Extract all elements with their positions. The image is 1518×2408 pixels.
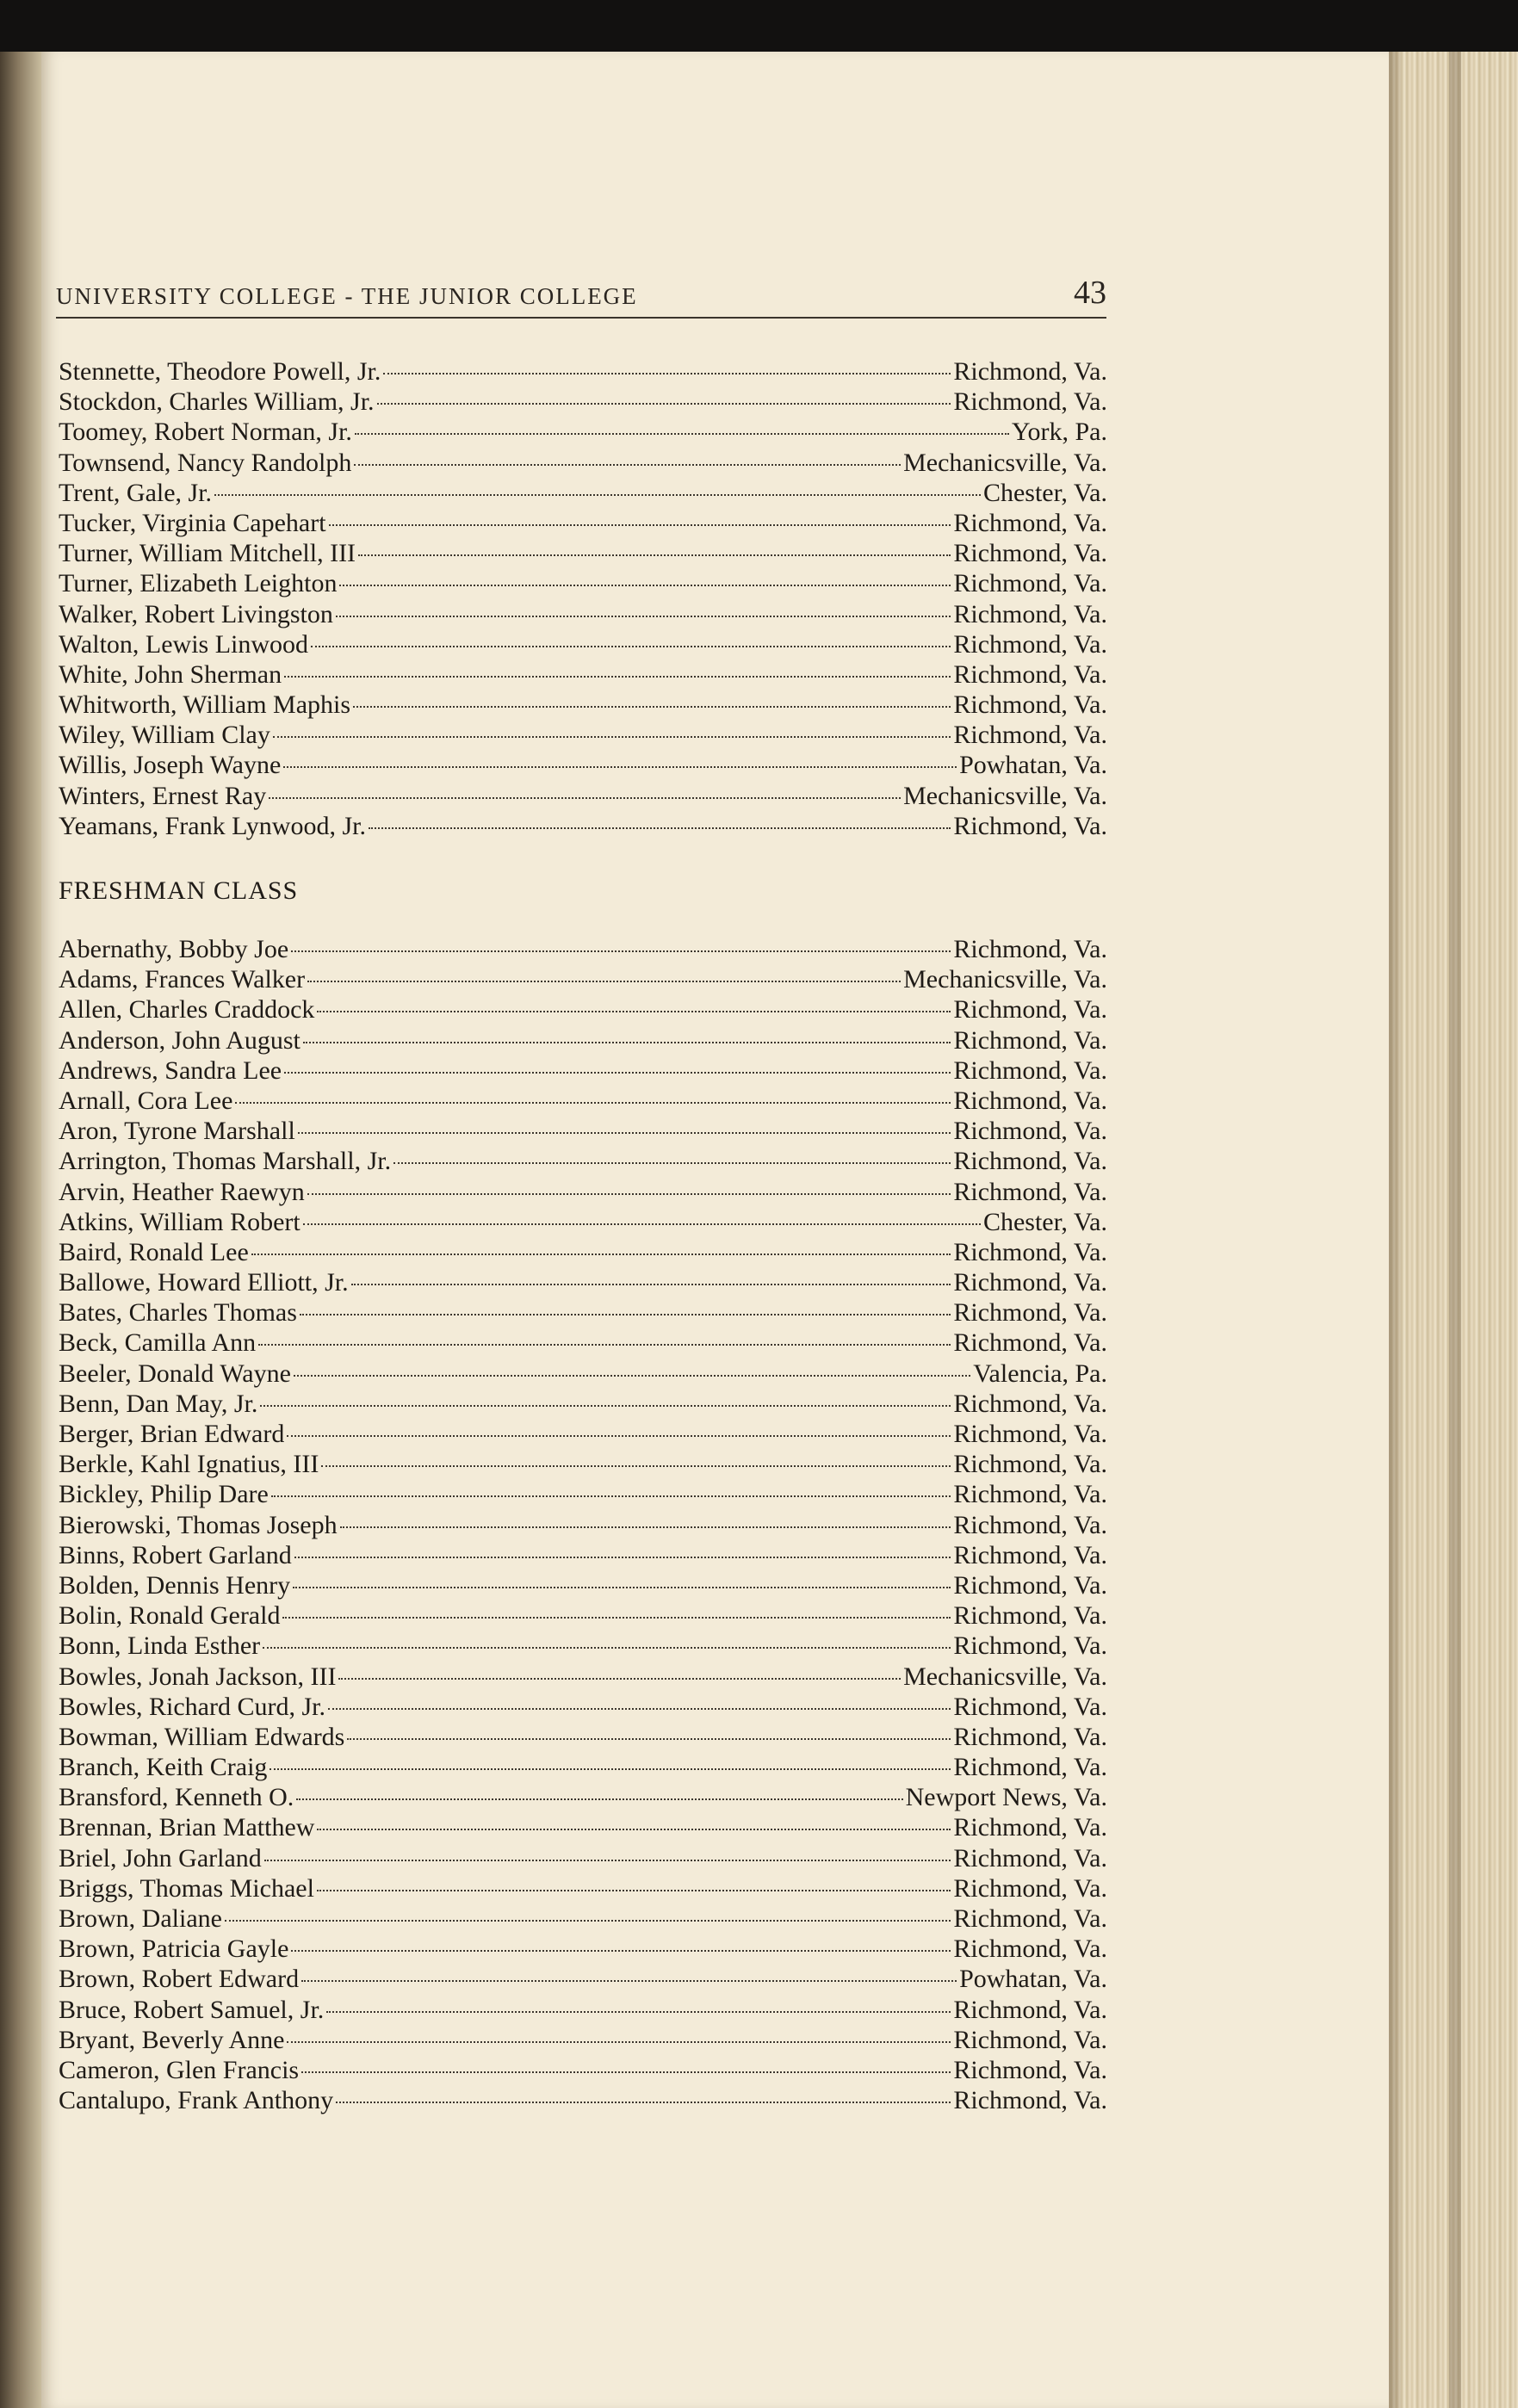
- dot-leader: [225, 1920, 951, 1922]
- student-name: Townsend, Nancy Randolph: [59, 448, 352, 477]
- student-entry: [59, 2086, 1107, 2116]
- student-hometown: Richmond, Va.: [953, 995, 1107, 1024]
- student-entry: [59, 387, 1107, 418]
- dot-leader: [235, 1102, 951, 1104]
- student-entry: [59, 479, 1107, 509]
- dot-leader: [301, 1980, 957, 1982]
- page-number: 43: [1074, 275, 1106, 311]
- student-entry: [59, 1813, 1107, 1843]
- dot-leader: [294, 1557, 951, 1558]
- student-name: Bransford, Kenneth O.: [59, 1783, 294, 1812]
- student-entry: [59, 690, 1107, 721]
- student-name: Beeler, Donald Wayne: [59, 1359, 291, 1388]
- student-hometown: Richmond, Va.: [953, 1601, 1107, 1631]
- student-hometown: Richmond, Va.: [953, 1086, 1107, 1115]
- student-hometown: Valencia, Pa.: [973, 1359, 1107, 1388]
- student-hometown: Powhatan, Va.: [959, 751, 1107, 780]
- student-hometown: Richmond, Va.: [953, 1873, 1107, 1903]
- student-hometown: Richmond, Va.: [953, 387, 1107, 417]
- student-name: Walker, Robert Livingston: [59, 599, 333, 628]
- dot-leader: [354, 464, 901, 466]
- dot-leader: [303, 1223, 981, 1225]
- student-hometown: York, Pa.: [1011, 418, 1107, 447]
- dot-leader: [311, 646, 951, 647]
- student-entry: [59, 751, 1107, 781]
- student-hometown: Richmond, Va.: [953, 1995, 1107, 2024]
- student-hometown: Richmond, Va.: [953, 1389, 1107, 1418]
- student-name: Bolin, Ronald Gerald: [59, 1601, 281, 1631]
- dot-leader: [317, 1890, 951, 1891]
- dot-leader: [329, 524, 951, 526]
- student-name: White, John Sherman: [59, 659, 282, 689]
- student-hometown: Richmond, Va.: [953, 1055, 1107, 1085]
- student-name: Binns, Robert Garland: [59, 1540, 292, 1569]
- student-entry: [59, 1601, 1107, 1631]
- student-name: Briel, John Garland: [59, 1843, 262, 1873]
- student-hometown: Richmond, Va.: [953, 1934, 1107, 1964]
- dot-leader: [383, 373, 951, 375]
- freshman-student-list: [59, 935, 1107, 2116]
- student-hometown: Richmond, Va.: [953, 1510, 1107, 1539]
- student-name: Brennan, Brian Matthew: [59, 1813, 315, 1842]
- student-entry: [59, 1298, 1107, 1328]
- dot-leader: [303, 1042, 951, 1043]
- dot-leader: [355, 433, 1009, 435]
- dot-leader: [377, 403, 951, 405]
- student-name: Bowles, Jonah Jackson, III: [59, 1662, 337, 1691]
- student-entry: [59, 1268, 1107, 1298]
- dot-leader: [358, 554, 951, 556]
- student-name: Brown, Robert Edward: [59, 1965, 300, 1994]
- dot-leader: [258, 1344, 951, 1346]
- student-name: Wiley, William Clay: [59, 721, 270, 750]
- student-name: Beck, Camilla Ann: [59, 1328, 257, 1358]
- student-entry: [59, 1420, 1107, 1450]
- student-hometown: Chester, Va.: [982, 478, 1107, 507]
- student-entry: [59, 1934, 1107, 1965]
- dot-leader: [263, 1647, 951, 1649]
- student-hometown: Richmond, Va.: [953, 811, 1107, 840]
- student-hometown: Richmond, Va.: [953, 1813, 1107, 1842]
- student-name: Winters, Ernest Ray: [59, 781, 267, 810]
- student-name: Willis, Joseph Wayne: [59, 751, 282, 780]
- student-name: Andrews, Sandra Lee: [59, 1055, 282, 1085]
- student-hometown: Richmond, Va.: [953, 1328, 1107, 1358]
- student-hometown: Richmond, Va.: [953, 1692, 1107, 1721]
- student-entry: [59, 1571, 1107, 1601]
- student-name: Ballowe, Howard Elliott, Jr.: [59, 1268, 349, 1297]
- student-hometown: Richmond, Va.: [953, 721, 1107, 750]
- student-entry: [59, 721, 1107, 751]
- student-entry: [59, 357, 1107, 387]
- student-hometown: Richmond, Va.: [953, 569, 1107, 598]
- student-name: Toomey, Robert Norman, Jr.: [59, 418, 352, 447]
- student-entry: [59, 1511, 1107, 1541]
- student-entry: [59, 569, 1107, 599]
- student-entry: [59, 1328, 1107, 1359]
- dot-leader: [291, 1950, 951, 1952]
- dot-leader: [307, 1193, 951, 1195]
- dot-leader: [270, 1768, 951, 1770]
- dot-leader: [328, 1708, 951, 1710]
- student-hometown: Powhatan, Va.: [959, 1965, 1107, 1994]
- student-entry: [59, 1783, 1107, 1813]
- student-entry: [59, 1208, 1107, 1238]
- dot-leader: [260, 1405, 951, 1407]
- student-entry: [59, 1965, 1107, 1995]
- student-entry: [59, 1450, 1107, 1480]
- student-name: Arvin, Heather Raewyn: [59, 1177, 305, 1206]
- student-name: Allen, Charles Craddock: [59, 995, 315, 1024]
- student-name: Branch, Keith Craig: [59, 1753, 268, 1782]
- student-hometown: Richmond, Va.: [953, 1117, 1107, 1146]
- dot-leader: [282, 1617, 951, 1619]
- student-entry: [59, 1026, 1107, 1056]
- student-entry: [59, 1117, 1107, 1147]
- student-name: Arnall, Cora Lee: [59, 1086, 233, 1115]
- student-entry: [59, 449, 1107, 479]
- dot-leader: [326, 2011, 951, 2013]
- student-hometown: Richmond, Va.: [953, 1722, 1107, 1751]
- student-name: Stockdon, Charles William, Jr.: [59, 387, 375, 417]
- scan-background-top: [0, 0, 1518, 52]
- student-entry: [59, 1390, 1107, 1420]
- student-name: Turner, William Mitchell, III: [59, 539, 356, 568]
- student-hometown: Richmond, Va.: [953, 659, 1107, 689]
- student-entry: [59, 1480, 1107, 1510]
- student-hometown: Richmond, Va.: [953, 1450, 1107, 1479]
- page-edge-strip: [1449, 52, 1461, 2408]
- student-hometown: Richmond, Va.: [953, 629, 1107, 659]
- student-name: Stennette, Theodore Powell, Jr.: [59, 357, 381, 386]
- student-name: Benn, Dan May, Jr.: [59, 1389, 258, 1418]
- student-entry: [59, 995, 1107, 1025]
- student-hometown: Mechanicsville, Va.: [903, 781, 1107, 810]
- student-entry: [59, 1359, 1107, 1390]
- student-entry: [59, 935, 1107, 965]
- dot-leader: [336, 616, 951, 617]
- student-entry: [59, 1631, 1107, 1662]
- student-name: Abernathy, Bobby Joe: [59, 935, 289, 963]
- dot-leader: [307, 981, 901, 982]
- student-entry: [59, 2026, 1107, 2056]
- student-hometown: Mechanicsville, Va.: [903, 1662, 1107, 1691]
- dot-leader: [317, 1829, 951, 1830]
- student-entry: [59, 660, 1107, 690]
- dot-leader: [353, 706, 951, 708]
- student-name: Atkins, William Robert: [59, 1207, 301, 1236]
- student-entry: [59, 1178, 1107, 1208]
- dot-leader: [284, 676, 951, 678]
- student-hometown: Richmond, Va.: [953, 935, 1107, 963]
- dot-leader: [273, 736, 951, 738]
- student-hometown: Richmond, Va.: [953, 539, 1107, 568]
- student-name: Brown, Patricia Gayle: [59, 1934, 289, 1964]
- page-edges-stack: [1389, 52, 1518, 2408]
- running-title: UNIVERSITY COLLEGE - THE JUNIOR COLLEGE: [56, 283, 638, 309]
- student-name: Yeamans, Frank Lynwood, Jr.: [59, 811, 366, 840]
- student-name: Tucker, Virginia Capehart: [59, 508, 326, 537]
- student-name: Bryant, Beverly Anne: [59, 2025, 285, 2054]
- student-hometown: Richmond, Va.: [953, 2086, 1107, 2115]
- dot-leader: [284, 1072, 951, 1074]
- student-hometown: Richmond, Va.: [953, 2025, 1107, 2054]
- student-entry: [59, 1723, 1107, 1753]
- student-name: Turner, Elizabeth Leighton: [59, 569, 338, 598]
- student-hometown: Richmond, Va.: [953, 1631, 1107, 1661]
- student-name: Bolden, Dennis Henry: [59, 1570, 291, 1600]
- student-name: Berger, Brian Edward: [59, 1420, 285, 1448]
- student-hometown: Richmond, Va.: [953, 1540, 1107, 1569]
- student-hometown: Richmond, Va.: [953, 1237, 1107, 1266]
- continued-student-list: [59, 357, 1107, 842]
- student-entry: [59, 600, 1107, 630]
- student-name: Bruce, Robert Samuel, Jr.: [59, 1995, 325, 2024]
- student-name: Briggs, Thomas Michael: [59, 1873, 314, 1903]
- dot-leader: [338, 1678, 901, 1680]
- student-entry: [59, 965, 1107, 995]
- student-name: Brown, Daliane: [59, 1904, 222, 1933]
- header-rule: [56, 317, 1106, 319]
- student-entry: [59, 1541, 1107, 1571]
- student-name: Cantalupo, Frank Anthony: [59, 2086, 334, 2115]
- student-hometown: Richmond, Va.: [953, 1420, 1107, 1448]
- student-name: Anderson, John August: [59, 1025, 301, 1055]
- dot-leader: [293, 1587, 951, 1588]
- student-name: Arrington, Thomas Marshall, Jr.: [59, 1147, 392, 1176]
- student-entry: [59, 1086, 1107, 1117]
- student-entry: [59, 630, 1107, 660]
- dot-leader: [251, 1254, 951, 1255]
- dot-leader: [296, 1798, 902, 1800]
- dot-leader: [287, 1435, 951, 1437]
- student-hometown: Richmond, Va.: [953, 357, 1107, 386]
- student-name: Bierowski, Thomas Joseph: [59, 1510, 338, 1539]
- page-edge-shadow: [1389, 52, 1404, 2408]
- student-hometown: Chester, Va.: [982, 1207, 1107, 1236]
- dot-leader: [351, 1284, 951, 1285]
- dot-leader: [336, 2102, 951, 2103]
- student-hometown: Richmond, Va.: [953, 1480, 1107, 1509]
- student-hometown: Richmond, Va.: [953, 599, 1107, 628]
- student-hometown: Richmond, Va.: [953, 1268, 1107, 1297]
- student-name: Trent, Gale, Jr.: [59, 478, 213, 507]
- student-name: Baird, Ronald Lee: [59, 1237, 249, 1266]
- dot-leader: [347, 1738, 951, 1740]
- student-name: Bowles, Richard Curd, Jr.: [59, 1692, 325, 1721]
- student-hometown: Richmond, Va.: [953, 1177, 1107, 1206]
- student-hometown: Richmond, Va.: [953, 508, 1107, 537]
- book-binding-gutter: [0, 52, 41, 2408]
- dot-leader: [339, 585, 951, 586]
- student-entry: [59, 1147, 1107, 1177]
- student-hometown: Richmond, Va.: [953, 1570, 1107, 1600]
- student-entry: [59, 1238, 1107, 1268]
- student-entry: [59, 509, 1107, 539]
- dot-leader: [283, 766, 957, 768]
- student-hometown: Mechanicsville, Va.: [903, 448, 1107, 477]
- student-entry: [59, 418, 1107, 448]
- student-hometown: Mechanicsville, Va.: [903, 965, 1107, 994]
- student-hometown: Richmond, Va.: [953, 1298, 1107, 1328]
- student-entry: [59, 1996, 1107, 2026]
- student-entry: [59, 782, 1107, 812]
- student-hometown: Richmond, Va.: [953, 1843, 1107, 1873]
- freshman-class-heading: FRESHMAN CLASS: [59, 876, 299, 905]
- dot-leader: [340, 1526, 951, 1528]
- student-name: Cameron, Glen Francis: [59, 2055, 300, 2084]
- dot-leader: [291, 950, 951, 952]
- dot-leader: [317, 1011, 951, 1012]
- student-hometown: Newport News, Va.: [905, 1783, 1107, 1812]
- student-name: Bonn, Linda Esther: [59, 1631, 261, 1661]
- dot-leader: [301, 2071, 951, 2073]
- student-hometown: Richmond, Va.: [953, 1904, 1107, 1933]
- student-entry: [59, 1844, 1107, 1874]
- student-hometown: Richmond, Va.: [953, 1753, 1107, 1782]
- dot-leader: [269, 797, 901, 799]
- student-name: Walton, Lewis Linwood: [59, 629, 309, 659]
- student-hometown: Richmond, Va.: [953, 690, 1107, 720]
- student-entry: [59, 2056, 1107, 2086]
- student-name: Whitworth, William Maphis: [59, 690, 351, 720]
- dot-leader: [298, 1132, 951, 1134]
- student-name: Aron, Tyrone Marshall: [59, 1117, 295, 1146]
- student-entry: [59, 1904, 1107, 1934]
- student-entry: [59, 1056, 1107, 1086]
- student-name: Bowman, William Edwards: [59, 1722, 345, 1751]
- student-name: Bates, Charles Thomas: [59, 1298, 297, 1328]
- student-hometown: Richmond, Va.: [953, 1147, 1107, 1176]
- dot-leader: [214, 494, 981, 496]
- student-name: Adams, Frances Walker: [59, 965, 306, 994]
- dot-leader: [321, 1465, 951, 1467]
- student-name: Bickley, Philip Dare: [59, 1480, 269, 1509]
- dot-leader: [271, 1495, 951, 1497]
- dot-leader: [300, 1314, 951, 1315]
- student-entry: [59, 539, 1107, 569]
- student-hometown: Richmond, Va.: [953, 1025, 1107, 1055]
- student-entry: [59, 1662, 1107, 1693]
- student-entry: [59, 1693, 1107, 1723]
- dot-leader: [264, 1860, 951, 1861]
- student-hometown: Richmond, Va.: [953, 2055, 1107, 2084]
- dot-leader: [287, 2041, 951, 2043]
- student-entry: [59, 1753, 1107, 1783]
- dot-leader: [393, 1162, 951, 1164]
- running-header: [56, 272, 1106, 315]
- student-entry: [59, 1874, 1107, 1904]
- student-name: Berkle, Kahl Ignatius, III: [59, 1450, 319, 1479]
- dot-leader: [294, 1375, 970, 1377]
- dot-leader: [369, 827, 951, 829]
- student-entry: [59, 812, 1107, 842]
